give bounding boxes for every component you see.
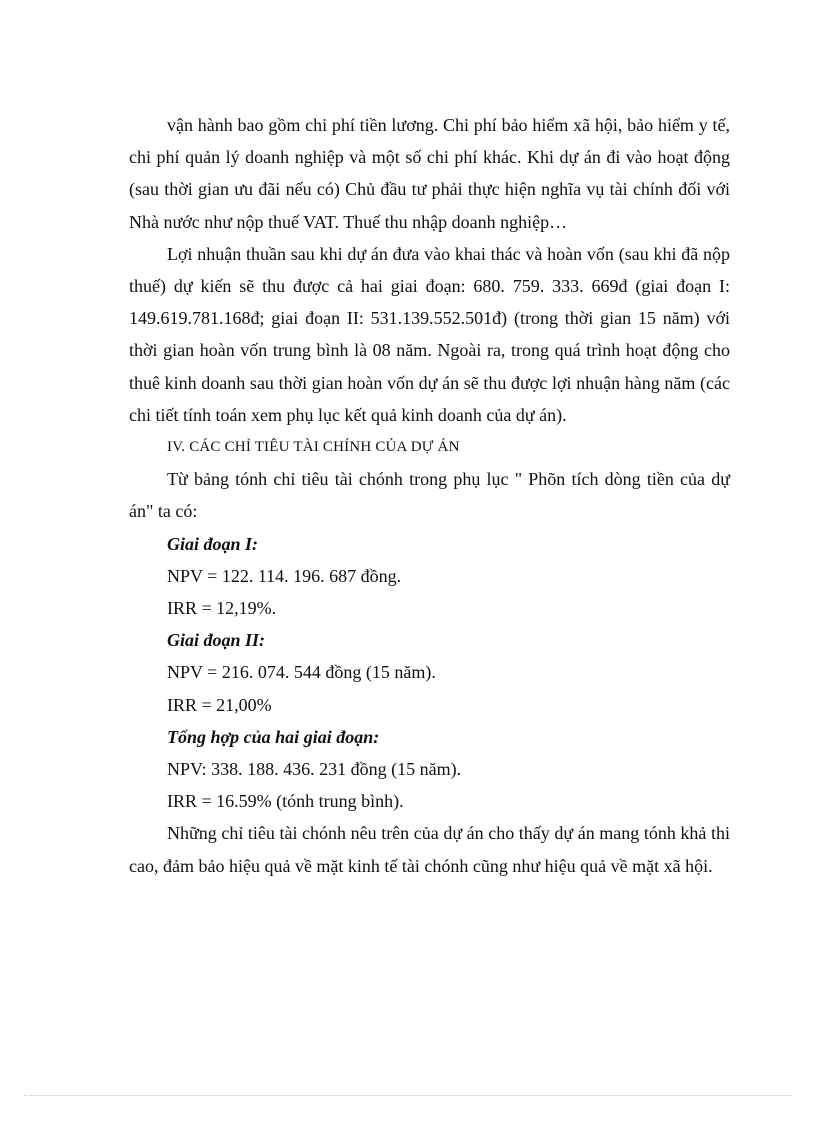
phase2-irr: IRR = 21,00% [167, 694, 272, 715]
paragraph-conclusion: Những chỉ tiêu tài chónh nêu trên của dự án cho thấy dự án mang tónh khả thi cao, đảm bảo hiệu quả về mặt kinh tế tài chónh cũng như hiệu quả về mặt xã hội. [129, 823, 730, 876]
total-irr: IRR = 16.59% (tónh trung bình). [167, 791, 404, 812]
total-title: Tổng hợp của hai giai đoạn: [167, 726, 380, 747]
paragraph-operating-costs: vận hành bao gồm chi phí tiền lương. Chi phí bảo hiểm xã hội, bảo hiểm y tế, chi phí quản lý doanh nghiệp và một số chi phí khác. Khi dự án đi vào hoạt động (sau thời gian ưu đãi nếu có) Chủ đầu tư phải thực hiện nghĩa vụ tài chính đối với Nhà nước như nộp thuế VAT. Thuế thu nhập doanh nghiệp… [129, 115, 730, 232]
phase1-irr: IRR = 12,19%. [167, 598, 277, 619]
document-body [129, 109, 730, 882]
phase1-npv: NPV = 122. 114. 196. 687 đồng. [167, 565, 402, 586]
phase2-title: Giai đoạn II: [167, 630, 266, 651]
total-npv: NPV: 338. 188. 436. 231 đồng (15 năm). [167, 759, 462, 780]
phase2-npv: NPV = 216. 074. 544 đồng (15 năm). [167, 662, 436, 683]
paragraph-intro-indicators: Từ bảng tónh chỉ tiêu tài chónh trong phụ lục " Phõn tích dòng tiền của dự án" ta có: [129, 469, 730, 522]
footer-divider [24, 1095, 792, 1096]
phase1-title: Giai đoạn I: [167, 533, 259, 554]
paragraph-net-profit: Lợi nhuận thuần sau khi dự án đưa vào khai thác và hoàn vốn (sau khi đã nộp thuế) dự kiến sẽ thu được cả hai giai đoạn: 680. 759. 333. 669đ (giai đoạn I: 149.619.781.168đ; giai đoạn II: 531.139.552.501đ) (trong thời gian 15 năm) với thời gian hoàn vốn trung bình là 08 năm. Ngoài ra, trong quá trình hoạt động cho thuê kinh doanh sau thời gian hoàn vốn dự án sẽ thu được lợi nhuận hàng năm (các chi tiết tính toán xem phụ lục kết quả kinh doanh của dự án). [129, 243, 730, 425]
section-heading: IV. CÁC CHỈ TIÊU TÀI CHÍNH CỦA DỰ ÁN [167, 439, 460, 456]
